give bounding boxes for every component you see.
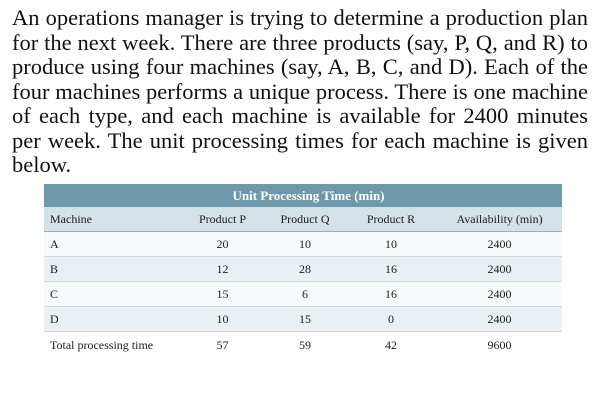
total-product-r: 42	[345, 332, 437, 359]
cell-product-p: 12	[180, 257, 265, 282]
cell-machine: B	[44, 257, 180, 282]
total-product-q: 59	[265, 332, 345, 359]
cell-availability: 2400	[437, 257, 562, 282]
cell-product-p: 15	[180, 282, 265, 307]
header-product-p: Product P	[180, 207, 265, 232]
table-row	[44, 282, 562, 307]
cell-product-p: 10	[180, 307, 265, 332]
processing-time-table	[44, 184, 562, 358]
cell-product-p: 20	[180, 232, 265, 257]
cell-machine: D	[44, 307, 180, 332]
table-row	[44, 232, 562, 257]
table-row	[44, 257, 562, 282]
cell-availability: 2400	[437, 282, 562, 307]
cell-availability: 2400	[437, 307, 562, 332]
cell-machine: C	[44, 282, 180, 307]
cell-product-r: 16	[345, 282, 437, 307]
cell-product-q: 28	[265, 257, 345, 282]
cell-machine: A	[44, 232, 180, 257]
cell-product-r: 10	[345, 232, 437, 257]
cell-product-q: 6	[265, 282, 345, 307]
header-product-q: Product Q	[265, 207, 345, 232]
total-label: Total processing time	[44, 332, 180, 359]
header-machine: Machine	[44, 207, 180, 232]
total-product-p: 57	[180, 332, 265, 359]
table-total-row	[44, 332, 562, 359]
cell-availability: 2400	[437, 232, 562, 257]
header-availability: Availability (min)	[437, 207, 562, 232]
table-title: Unit Processing Time (min)	[180, 184, 437, 207]
header-product-r: Product R	[345, 207, 437, 232]
problem-statement: An operations manager is trying to determine a production plan for the next week. There are three products (say, P, Q, and R) to produce using four machines (say, A, B, C, and D). Each of the four machines performs a unique process. There is one machine of each type, and each machine is available for 2400 minutes per week. The unit processing times for each machine is given below.	[12, 5, 588, 177]
total-availability: 9600	[437, 332, 562, 359]
table-header-row	[44, 207, 562, 232]
table-row	[44, 307, 562, 332]
table-title-row	[44, 184, 562, 207]
cell-product-q: 15	[265, 307, 345, 332]
cell-product-r: 16	[345, 257, 437, 282]
data-table	[44, 184, 562, 358]
cell-product-q: 10	[265, 232, 345, 257]
cell-product-r: 0	[345, 307, 437, 332]
